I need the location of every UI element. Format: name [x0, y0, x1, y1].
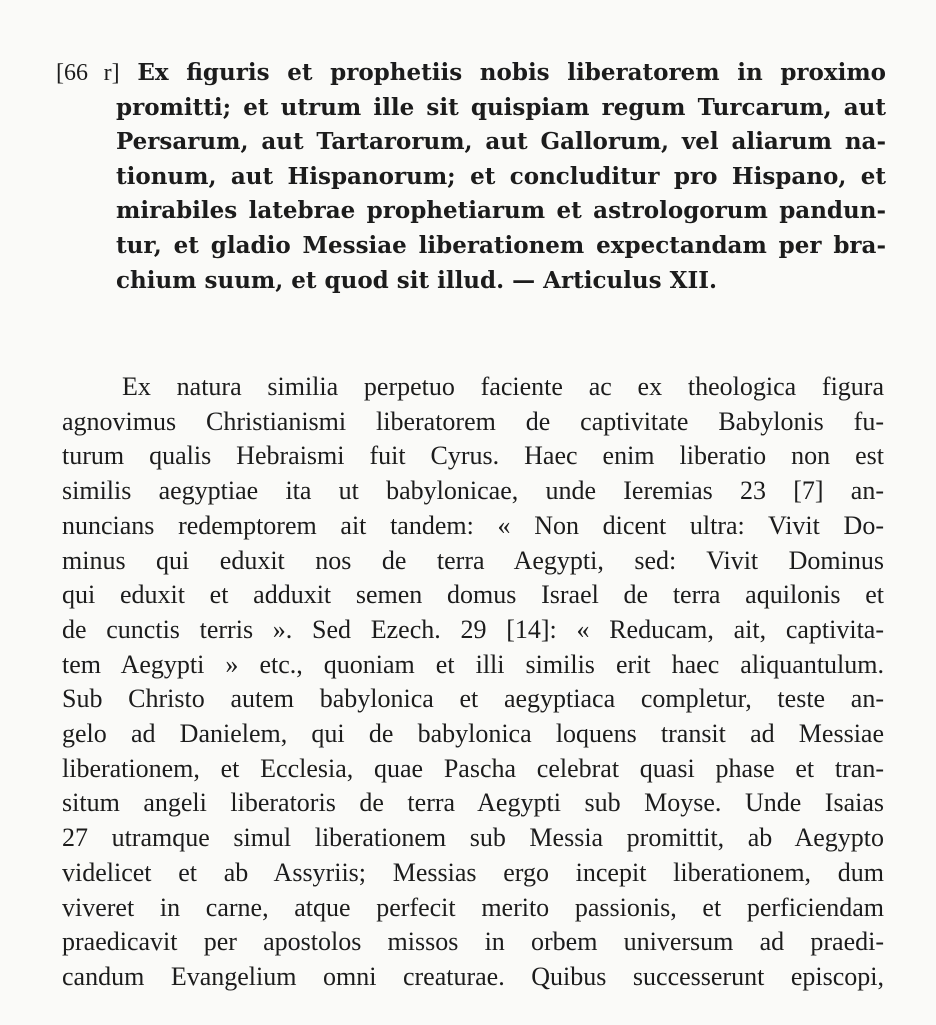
body-line-1: Ex natura similia perpetuo faciente ac ex theologica figura [122, 372, 884, 401]
body-line-18: candum Evangelium omni creaturae. Quibus successerunt episcopi, [62, 961, 884, 991]
body-line-7: qui eduxit et adduxit semen domus Israel de terra aquilonis et [62, 580, 884, 610]
body-line-11: gelo ad Danielem, qui de babylonica loquens transit ad Messiae [62, 719, 884, 749]
body-line-5: nuncians redemptorem ait tandem: « Non dicent ultra: Vivit Do- [62, 510, 884, 540]
heading-line-6: tur, et gladio Messiae liberationem expectandam per bra- [116, 231, 886, 259]
heading-line-3: Persarum, aut Tartarorum, aut Gallorum, vel aliarum na- [116, 128, 886, 156]
body-line-12: liberationem, et Ecclesia, quae Pascha celebrat quasi phase et tran- [62, 753, 884, 783]
body-line-6: minus qui eduxit nos de terra Aegypti, sed: Vivit Dominus [62, 545, 884, 575]
heading-line-1-text: Ex figuris et prophetiis nobis liberatorem in proximo [137, 59, 886, 86]
body-line-10: Sub Christo autem babylonica et aegyptiaca completur, teste an- [62, 684, 884, 714]
body-line-4: similis aegyptiae ita ut babylonicae, unde Ieremias 23 [7] an- [62, 476, 884, 506]
body-line-15: videlicet et ab Assyriis; Messias ergo incepit liberationem, dum [62, 857, 884, 887]
heading-line-1 [56, 56, 886, 91]
article-heading [56, 56, 886, 298]
heading-line-7: chium suum, et quod sit illud. — Articulus XII. [116, 266, 717, 294]
heading-line-2: promitti; et utrum ille sit quispiam regum Turcarum, aut [116, 93, 886, 121]
heading-line-5: mirabiles latebrae prophetiarum et astrologorum pandun- [116, 197, 886, 225]
folio-reference: [66 r] [56, 60, 120, 86]
body-paragraph [62, 370, 884, 995]
body-line-13: situm angeli liberatoris de terra Aegypti sub Moyse. Unde Isaias [62, 788, 884, 818]
body-line-14: 27 utramque simul liberationem sub Messia promittit, ab Aegypto [62, 823, 884, 853]
body-line-3: turum qualis Hebraismi fuit Cyrus. Haec enim liberatio non est [62, 441, 884, 471]
body-line-8: de cunctis terris ». Sed Ezech. 29 [14]: « Reducam, ait, captivita- [62, 614, 884, 644]
body-line-16: viveret in carne, atque perfecit merito passionis, et perficiendam [62, 892, 884, 922]
body-line-9: tem Aegypti » etc., quoniam et illi similis erit haec aliquantulum. [62, 649, 884, 679]
heading-line-4: tionum, aut Hispanorum; et concluditur pro Hispano, et [116, 162, 886, 190]
body-line-17: praedicavit per apostolos missos in orbem universum ad praedi- [62, 927, 884, 957]
body-line-2: agnovimus Christianismi liberatorem de captivitate Babylonis fu- [62, 406, 884, 436]
